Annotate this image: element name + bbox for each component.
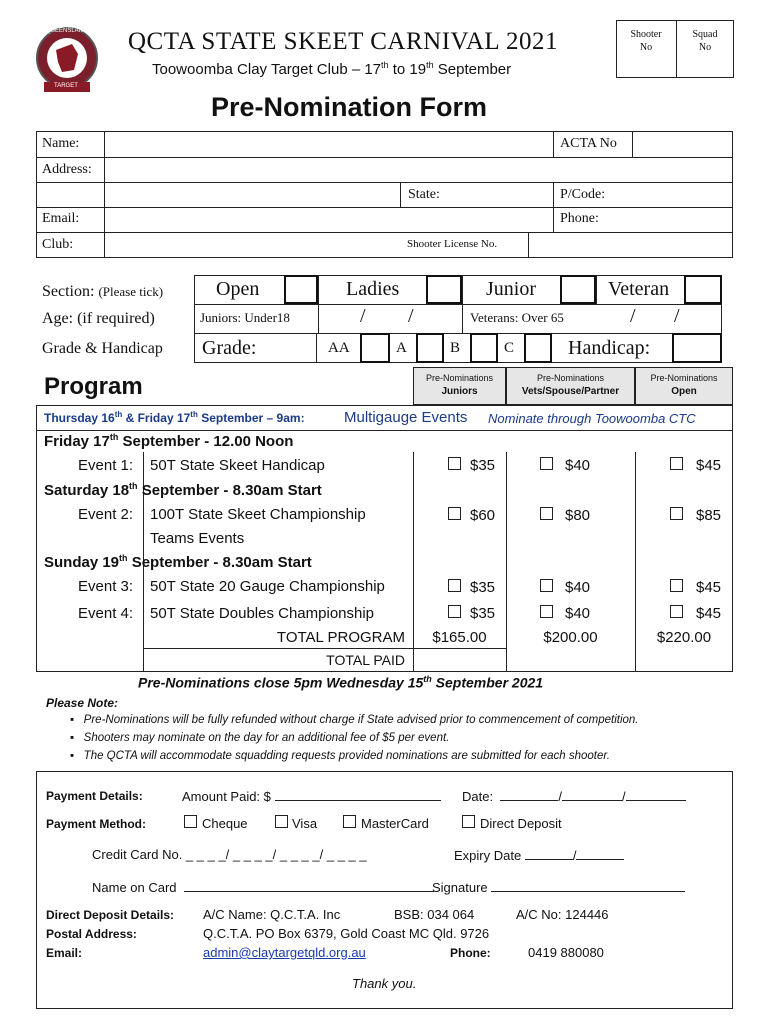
event-2-open-price: $85 — [696, 507, 722, 524]
teams-events: Teams Events — [150, 530, 245, 547]
note-item: ▪ Shooters may nominate on the day for an additional fee of $5 per event. — [70, 732, 450, 744]
saturday-heading: Saturday 18th September - 8.30am Start — [44, 481, 322, 499]
event-1-juniors-checkbox[interactable] — [448, 457, 461, 470]
event-1-vets-price: $40 — [565, 457, 591, 474]
details-table — [36, 131, 733, 258]
payment-details-label: Payment Details: — [46, 789, 143, 803]
club-field[interactable]: Club: — [42, 237, 74, 252]
ladies-slash-2: / — [408, 305, 414, 327]
event-4-open-price: $45 — [696, 605, 722, 622]
event-1-open-checkbox[interactable] — [670, 457, 683, 470]
address-field[interactable]: Address: — [42, 162, 92, 177]
form-title: Pre-Nomination Form — [211, 92, 488, 122]
ac-no: A/C No: 124446 — [516, 907, 609, 922]
event-3-juniors-price: $35 — [470, 579, 496, 596]
col-open-line1: Pre-Nominations — [650, 373, 718, 383]
email-field[interactable]: Email: — [42, 211, 80, 226]
event-1-name: 50T State Skeet Handicap — [150, 457, 325, 474]
event-2-vets-checkbox[interactable] — [540, 507, 553, 520]
event-4-vets-checkbox[interactable] — [540, 605, 553, 618]
email-link[interactable]: admin@claytargetqld.org.au — [203, 945, 366, 960]
signature-field[interactable]: Signature — [432, 879, 685, 895]
event-4-label: Event 4: — [78, 605, 134, 622]
event-3-vets-checkbox[interactable] — [540, 579, 553, 592]
event-1-open-price: $45 — [696, 457, 722, 474]
shooter-no-label: Shooter No — [630, 29, 662, 53]
event-4-open-checkbox[interactable] — [670, 605, 683, 618]
section-veteran: Veteran — [608, 278, 670, 300]
col-vets-line1: Pre-Nominations — [536, 373, 605, 383]
total-vets: $200.00 — [543, 629, 598, 646]
total-program-label: TOTAL PROGRAM — [276, 629, 405, 646]
thank-you: Thank you. — [352, 976, 417, 991]
event-3-label: Event 3: — [78, 578, 134, 595]
nominate-note: Nominate through Toowoomba CTC — [488, 411, 696, 426]
sunday-heading: Sunday 19th September - 8.30am Start — [44, 553, 312, 571]
mastercard-checkbox[interactable] — [343, 815, 356, 828]
event-3-open-checkbox[interactable] — [670, 579, 683, 592]
event-1-label: Event 1: — [78, 457, 134, 474]
event-subtitle: Toowoomba Clay Target Club – 17th to 19th September — [152, 60, 512, 78]
event-4-vets-price: $40 — [565, 605, 591, 622]
credit-card-field[interactable]: Credit Card No. _ _ _ _/ _ _ _ _/ _ _ _ _/ _ _ _ _ — [92, 847, 367, 862]
direct-deposit-checkbox[interactable] — [462, 815, 475, 828]
club-logo — [32, 20, 102, 104]
grade-aa: AA — [328, 340, 350, 356]
phone-field[interactable]: Phone: — [560, 211, 599, 226]
grade-b-box[interactable] — [470, 333, 498, 363]
junior-tickbox[interactable] — [560, 275, 596, 304]
event-2-juniors-checkbox[interactable] — [448, 507, 461, 520]
ladies-tickbox[interactable] — [426, 275, 462, 304]
section-label: Section: (Please tick) — [42, 283, 164, 300]
juniors-under-label: Juniors: Under18 — [200, 310, 290, 325]
date-field[interactable]: Date: / / — [462, 788, 686, 804]
phone-label: Phone: — [450, 946, 491, 960]
squad-no-label: Squad No — [692, 29, 718, 53]
notes-title: Please Note: — [46, 696, 119, 710]
grade-a-box[interactable] — [416, 333, 444, 363]
event-3-vets-price: $40 — [565, 579, 591, 596]
grade-c: C — [504, 340, 515, 356]
friday-heading: Friday 17th September - 12.00 Noon — [44, 432, 294, 450]
bsb: BSB: 034 064 — [394, 907, 475, 922]
logo-text-top: QUEENSLAND — [46, 28, 88, 34]
col-vets-line2: Vets/Spouse/Partner — [521, 386, 620, 397]
cheque-checkbox[interactable] — [184, 815, 197, 828]
grade-handicap-label: Grade & Handicap — [42, 340, 163, 357]
event-4-name: 50T State Doubles Championship — [150, 605, 375, 622]
event-4-juniors-checkbox[interactable] — [448, 605, 461, 618]
note-item: ▪ The QCTA will accommodate squadding requests provided nominations are submitted for each shooter. — [70, 750, 610, 762]
grade-aa-box[interactable] — [360, 333, 390, 363]
total-juniors: $165.00 — [432, 629, 487, 646]
dd-label: Direct Deposit Details: — [46, 908, 175, 922]
cheque-label: Cheque — [202, 816, 248, 831]
name-field[interactable]: Name: — [42, 136, 80, 151]
total-open: $220.00 — [656, 629, 712, 646]
event-2-label: Event 2: — [78, 506, 134, 523]
note-item: ▪ Pre-Nominations will be fully refunded without charge if State advised prior to commencement of competition. — [70, 714, 639, 726]
event-2-juniors-price: $60 — [470, 507, 496, 524]
grade-a: A — [396, 340, 407, 356]
thursday-row: Thursday 16th & Friday 17th September – 9am: — [44, 410, 305, 425]
open-tickbox[interactable] — [284, 275, 318, 304]
logo-text-bottom: TARGET — [54, 83, 78, 89]
veteran-slash-1: / — [630, 305, 636, 327]
event-2-name: 100T State Skeet Championship — [150, 506, 366, 523]
mastercard-label: MasterCard — [361, 816, 429, 831]
col-juniors-line2: Juniors — [441, 386, 478, 397]
event-4-juniors-price: $35 — [470, 605, 496, 622]
email-label: Email: — [46, 946, 83, 960]
pcode-field[interactable]: P/Code: — [560, 187, 606, 202]
direct-deposit-label: Direct Deposit — [480, 816, 562, 831]
visa-checkbox[interactable] — [275, 815, 288, 828]
veteran-slash-2: / — [674, 305, 680, 327]
state-field[interactable]: State: — [408, 187, 440, 202]
event-3-open-price: $45 — [696, 579, 722, 596]
event-3-juniors-checkbox[interactable] — [448, 579, 461, 592]
event-3-name: 50T State 20 Gauge Championship — [150, 578, 385, 595]
grade-c-box[interactable] — [524, 333, 552, 363]
total-paid-label: TOTAL PAID — [326, 652, 405, 668]
handicap-box[interactable] — [672, 333, 722, 363]
grade-label: Grade: — [202, 337, 257, 359]
event-2-open-checkbox[interactable] — [670, 507, 683, 520]
name-on-card-field[interactable]: Name on Card — [92, 879, 434, 895]
section-junior: Junior — [486, 278, 536, 300]
postal-address: Q.C.T.A. PO Box 6379, Gold Coast MC Qld. 9726 — [203, 926, 490, 941]
event-1-vets-checkbox[interactable] — [540, 457, 553, 470]
age-label: Age: (if required) — [42, 310, 155, 327]
veteran-tickbox[interactable] — [684, 275, 722, 304]
expiry-field[interactable]: Expiry Date / — [454, 847, 624, 863]
visa-label: Visa — [292, 816, 318, 831]
program-title: Program — [44, 373, 143, 400]
veterans-over-label: Veterans: Over 65 — [470, 310, 564, 325]
col-open-line2: Open — [671, 386, 697, 397]
postal-label: Postal Address: — [46, 927, 137, 941]
section-open: Open — [216, 278, 260, 300]
payment-method-label: Payment Method: — [46, 817, 147, 831]
event-2-vets-price: $80 — [565, 507, 591, 524]
grade-b: B — [450, 340, 461, 356]
amount-paid-field[interactable]: Amount Paid: $ — [182, 788, 441, 804]
ladies-slash-1: / — [360, 305, 366, 327]
multigauge-label: Multigauge Events — [344, 409, 468, 426]
section-ladies: Ladies — [346, 278, 400, 300]
acta-no-field[interactable]: ACTA No — [560, 136, 617, 151]
event-1-juniors-price: $35 — [470, 457, 496, 474]
page-title: QCTA STATE SKEET CARNIVAL 2021 — [128, 28, 559, 55]
license-field[interactable]: Shooter License No. — [407, 238, 498, 250]
handicap-label: Handicap: — [568, 337, 651, 359]
phone-number: 0419 880080 — [528, 945, 604, 960]
col-juniors-line1: Pre-Nominations — [425, 373, 494, 383]
close-notice: Pre-Nominations close 5pm Wednesday 15th September 2021 — [138, 674, 544, 691]
ac-name: A/C Name: Q.C.T.A. Inc — [203, 907, 341, 922]
